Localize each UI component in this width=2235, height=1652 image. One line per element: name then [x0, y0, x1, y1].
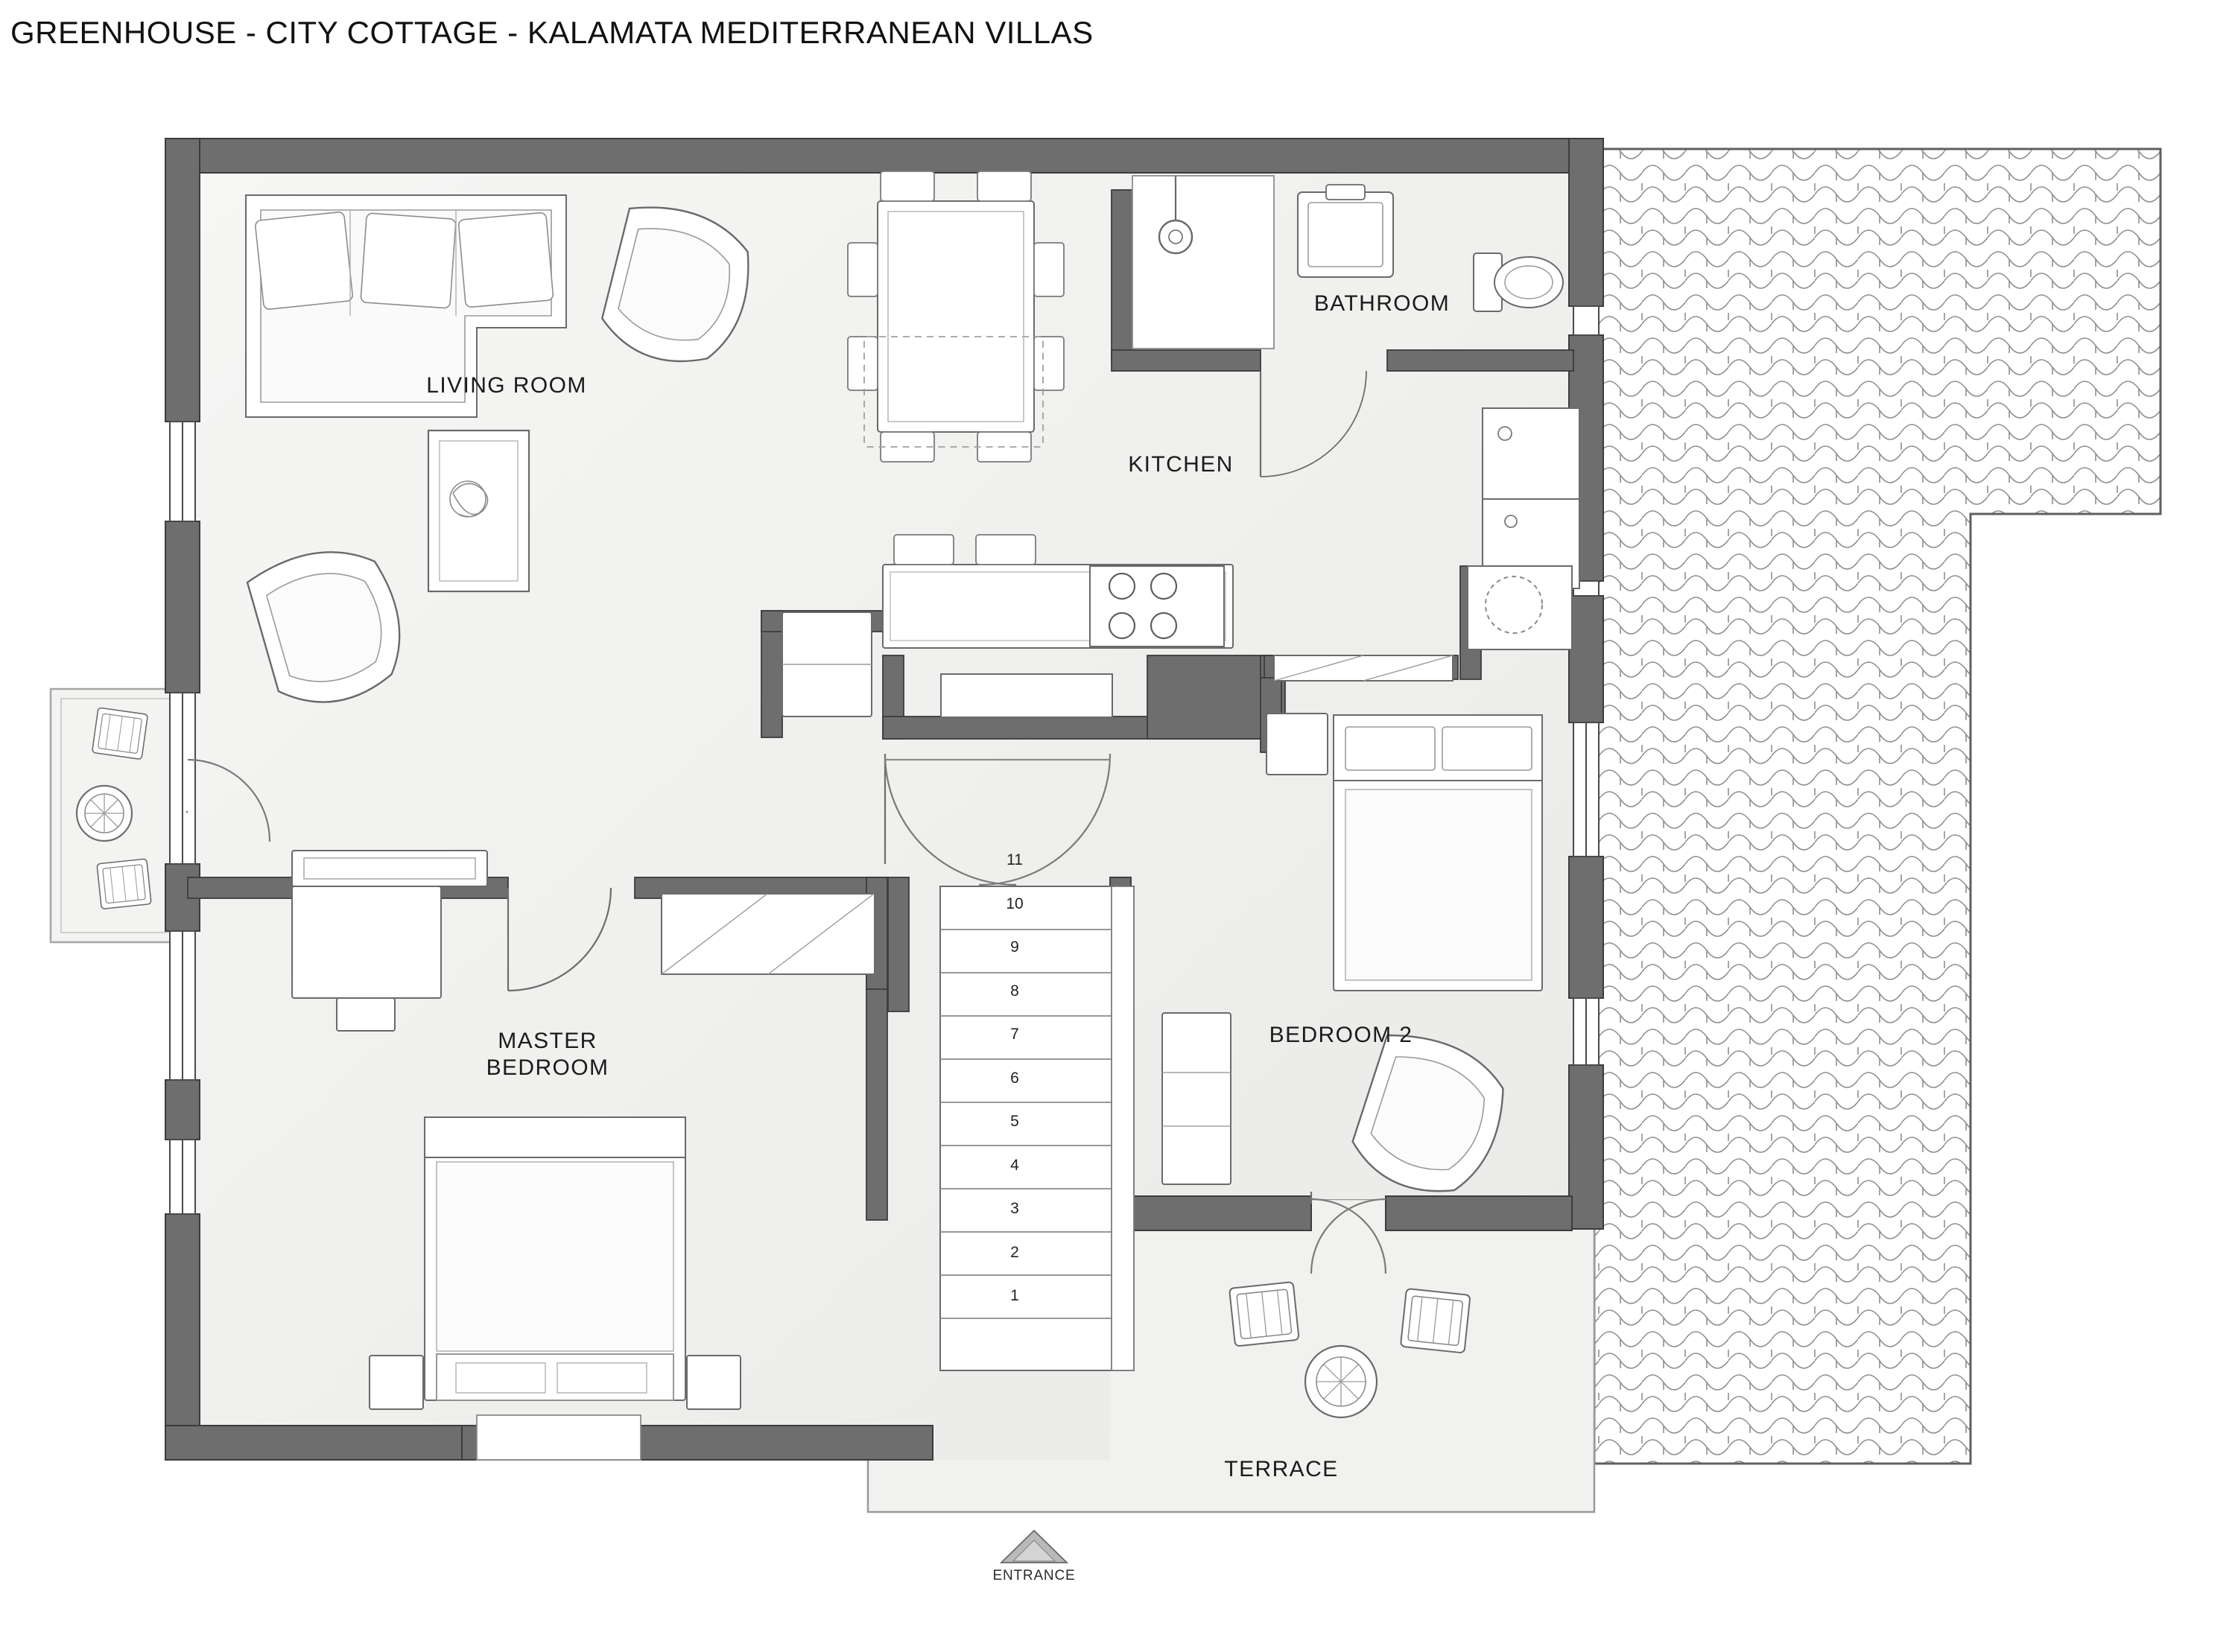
- staircase: [940, 886, 1134, 1370]
- stair-step-6: 6: [1010, 1069, 1019, 1087]
- stair-step-11: 11: [1006, 851, 1023, 868]
- stair-step-5: 5: [1010, 1113, 1019, 1130]
- stair-step-10: 10: [1006, 895, 1024, 912]
- room-label-kitchen: KITCHEN: [1128, 452, 1234, 477]
- stair-step-3: 3: [1010, 1200, 1019, 1217]
- stair-step-8: 8: [1010, 982, 1019, 1000]
- room-label-terrace: TERRACE: [1224, 1457, 1339, 1481]
- entrance-label: ENTRANCE: [992, 1568, 1076, 1583]
- stair-step-1: 1: [1010, 1287, 1019, 1304]
- room-label-bedroom-2: BEDROOM 2: [1269, 1023, 1413, 1047]
- stair-step-7: 7: [1010, 1026, 1019, 1043]
- terrace-paving: [1594, 149, 2160, 1464]
- room-label-master-bedroom: MASTER BEDROOM: [486, 1029, 609, 1080]
- room-label-living-room: LIVING ROOM: [426, 373, 587, 398]
- dining-set: [848, 171, 1064, 462]
- page-title: GREENHOUSE - CITY COTTAGE - KALAMATA MEDITERRANEAN VILLAS: [10, 15, 1094, 50]
- entrance-marker: [1001, 1531, 1067, 1563]
- stair-step-4: 4: [1010, 1156, 1019, 1174]
- stair-step-2: 2: [1010, 1243, 1019, 1261]
- stair-step-9: 9: [1010, 938, 1019, 956]
- room-label-bathroom: BATHROOM: [1313, 291, 1451, 316]
